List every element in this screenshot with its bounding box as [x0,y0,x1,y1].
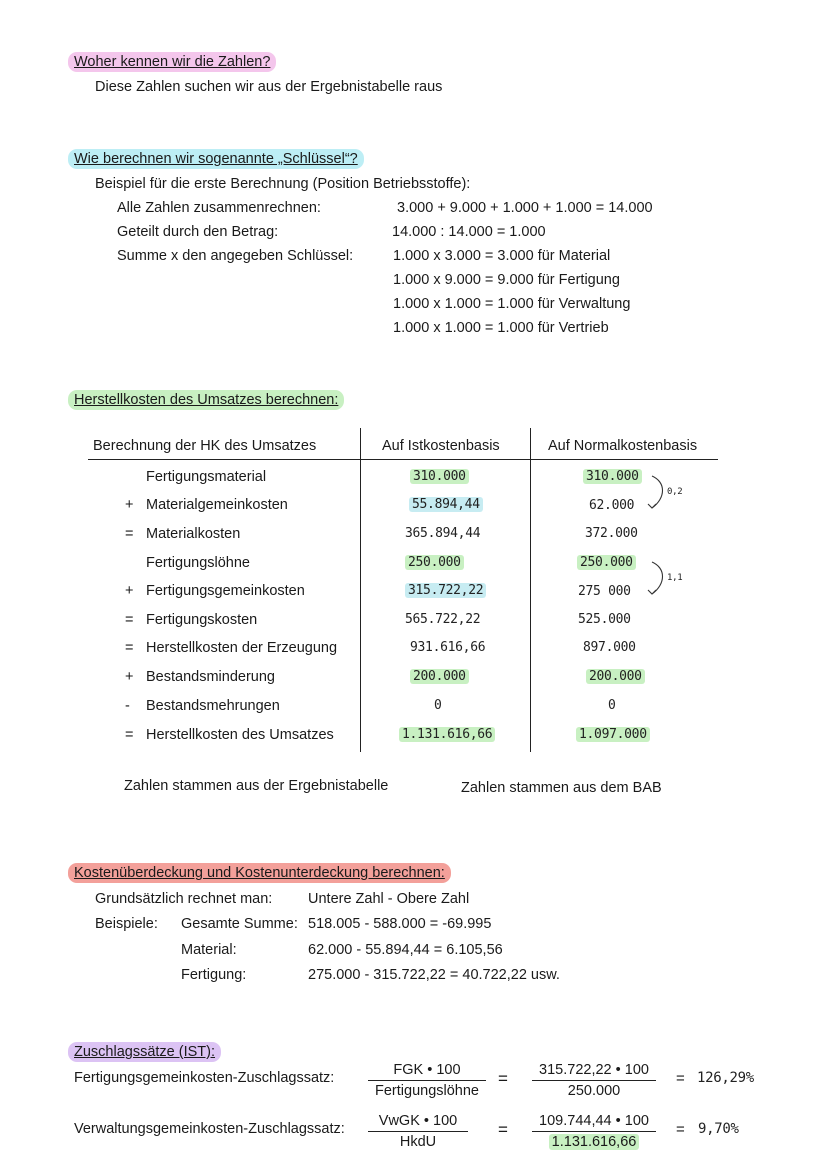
annot-material: 0,2 [667,487,683,497]
normal-value: 525.000 [578,612,631,627]
keys-value: 1.000 x 3.000 = 3.000 für Material [393,248,611,264]
value-denominator: 1.131.616,66 [549,1134,640,1150]
normal-value: 1.097.000 [576,727,650,742]
row-label: Bestandsmehrungen [146,698,280,714]
example-value: 518.005 - 588.000 = -69.995 [308,916,492,932]
value-fraction [532,1062,656,1099]
rule-value: Untere Zahl - Obere Zahl [308,891,470,907]
row-operator: + [125,497,134,513]
row-label: Fertigungsgemeinkosten [146,583,305,599]
value-fraction [532,1113,656,1150]
section-heading-deckung: Kostenüberdeckung und Kostenunterdeckung berechnen: [68,863,451,883]
equals-sign: = [498,1120,508,1139]
value-denominator: 250.000 [567,1083,621,1099]
example-label: Fertigung: [181,967,247,983]
examples-label: Beispiele: [95,916,158,932]
normal-value: 200.000 [586,669,645,684]
brace-material-icon [648,476,663,508]
ist-value: 1.131.616,66 [399,727,495,742]
note-bab: Zahlen stammen aus dem BAB [461,780,662,796]
zuschlag-label: Verwaltungsgemeinkosten-Zuschlagssatz: [74,1121,345,1137]
row-operator: = [125,612,134,628]
normal-value: 372.000 [585,526,638,541]
section-heading-origin: Woher kennen wir die Zahlen? [68,52,276,72]
section-heading-keys: Wie berechnen wir sogenannte „Schlüssel“? [68,149,364,169]
row-label: Herstellkosten der Erzeugung [146,640,338,656]
keys-label: Summe x den angegeben Schlüssel: [117,248,354,264]
ist-value: 55.894,44 [409,497,483,512]
keys-value: 14.000 : 14.000 = 1.000 [392,224,546,240]
keys-intro: Beispiel für die erste Berechnung (Position Betriebsstoffe): [95,176,471,192]
ist-value: 200.000 [410,669,469,684]
keys-value: 1.000 x 9.000 = 9.000 für Fertigung [393,272,620,288]
row-operator: = [125,526,134,542]
table-divider [530,428,531,752]
keys-label: Alle Zahlen zusammenrechnen: [117,200,321,216]
row-label: Materialgemeinkosten [146,497,288,513]
ist-value: 310.000 [410,469,469,484]
row-operator: = [125,727,134,743]
keys-label: Geteilt durch den Betrag: [117,224,279,240]
row-label: Fertigungskosten [146,612,258,628]
normal-value: 897.000 [583,640,636,655]
rule-label: Grundsätzlich rechnet man: [95,891,273,907]
example-label: Material: [181,942,237,958]
zuschlag-result: 126,29% [697,1070,754,1086]
example-label: Gesamte Summe: [181,916,298,932]
table-header: Auf Istkostenbasis [382,438,500,454]
note-ergebnistabelle: Zahlen stammen aus der Ergebnistabelle [124,778,389,794]
formula-fraction [368,1113,468,1150]
ist-value: 365.894,44 [405,526,481,541]
value-numerator: 315.722,22 • 100 [532,1062,656,1081]
keys-value: 1.000 x 1.000 = 1.000 für Vertrieb [393,320,609,336]
table-header: Berechnung der HK des Umsatzes [93,438,317,454]
zuschlag-result: 9,70% [698,1121,739,1137]
row-label: Materialkosten [146,526,241,542]
zuschlag-label: Fertigungsgemeinkosten-Zuschlagssatz: [74,1070,335,1086]
brace-fertigung-icon [648,562,663,594]
ist-value: 565.722,22 [405,612,481,627]
normal-value: 275 000 [578,584,631,599]
normal-value: 0 [608,698,616,713]
value-numerator: 109.744,44 • 100 [532,1113,656,1132]
row-label: Fertigungslöhne [146,555,250,571]
row-operator: + [125,583,134,599]
table-header-rule [88,459,718,460]
section-heading-hk: Herstellkosten des Umsatzes berechnen: [68,390,344,410]
formula-denominator: Fertigungslöhne [375,1083,479,1099]
row-operator: - [125,698,130,714]
ist-value: 0 [434,698,442,713]
row-label: Herstellkosten des Umsatzes [146,727,334,743]
equals-sign: = [676,1121,685,1138]
ist-value: 931.616,66 [410,640,486,655]
keys-value: 1.000 x 1.000 = 1.000 für Verwaltung [393,296,631,312]
formula-numerator: VwGK • 100 [368,1113,468,1132]
annot-fertigung: 1,1 [667,573,683,583]
row-operator: = [125,640,134,656]
example-value: 275.000 - 315.722,22 = 40.722,22 usw. [308,967,560,983]
origin-text: Diese Zahlen suchen wir aus der Ergebnistabelle raus [95,79,443,95]
ist-value: 250.000 [405,555,464,570]
normal-value: 250.000 [577,555,636,570]
table-header: Auf Normalkostenbasis [548,438,698,454]
equals-sign: = [498,1069,508,1088]
formula-denominator: HkdU [399,1134,437,1150]
normal-value: 62.000 [589,498,635,513]
formula-numerator: FGK • 100 [368,1062,486,1081]
equals-sign: = [676,1070,685,1087]
table-divider [360,428,361,752]
keys-value: 3.000 + 9.000 + 1.000 + 1.000 = 14.000 [397,200,653,216]
row-label: Fertigungsmaterial [146,469,267,485]
example-value: 62.000 - 55.894,44 = 6.105,56 [308,942,503,958]
formula-fraction [368,1062,486,1099]
normal-value: 310.000 [583,469,642,484]
row-label: Bestandsminderung [146,669,275,685]
row-operator: + [125,669,134,685]
ist-value: 315.722,22 [405,583,486,598]
section-heading-zuschlag: Zuschlagssätze (IST): [68,1042,221,1062]
